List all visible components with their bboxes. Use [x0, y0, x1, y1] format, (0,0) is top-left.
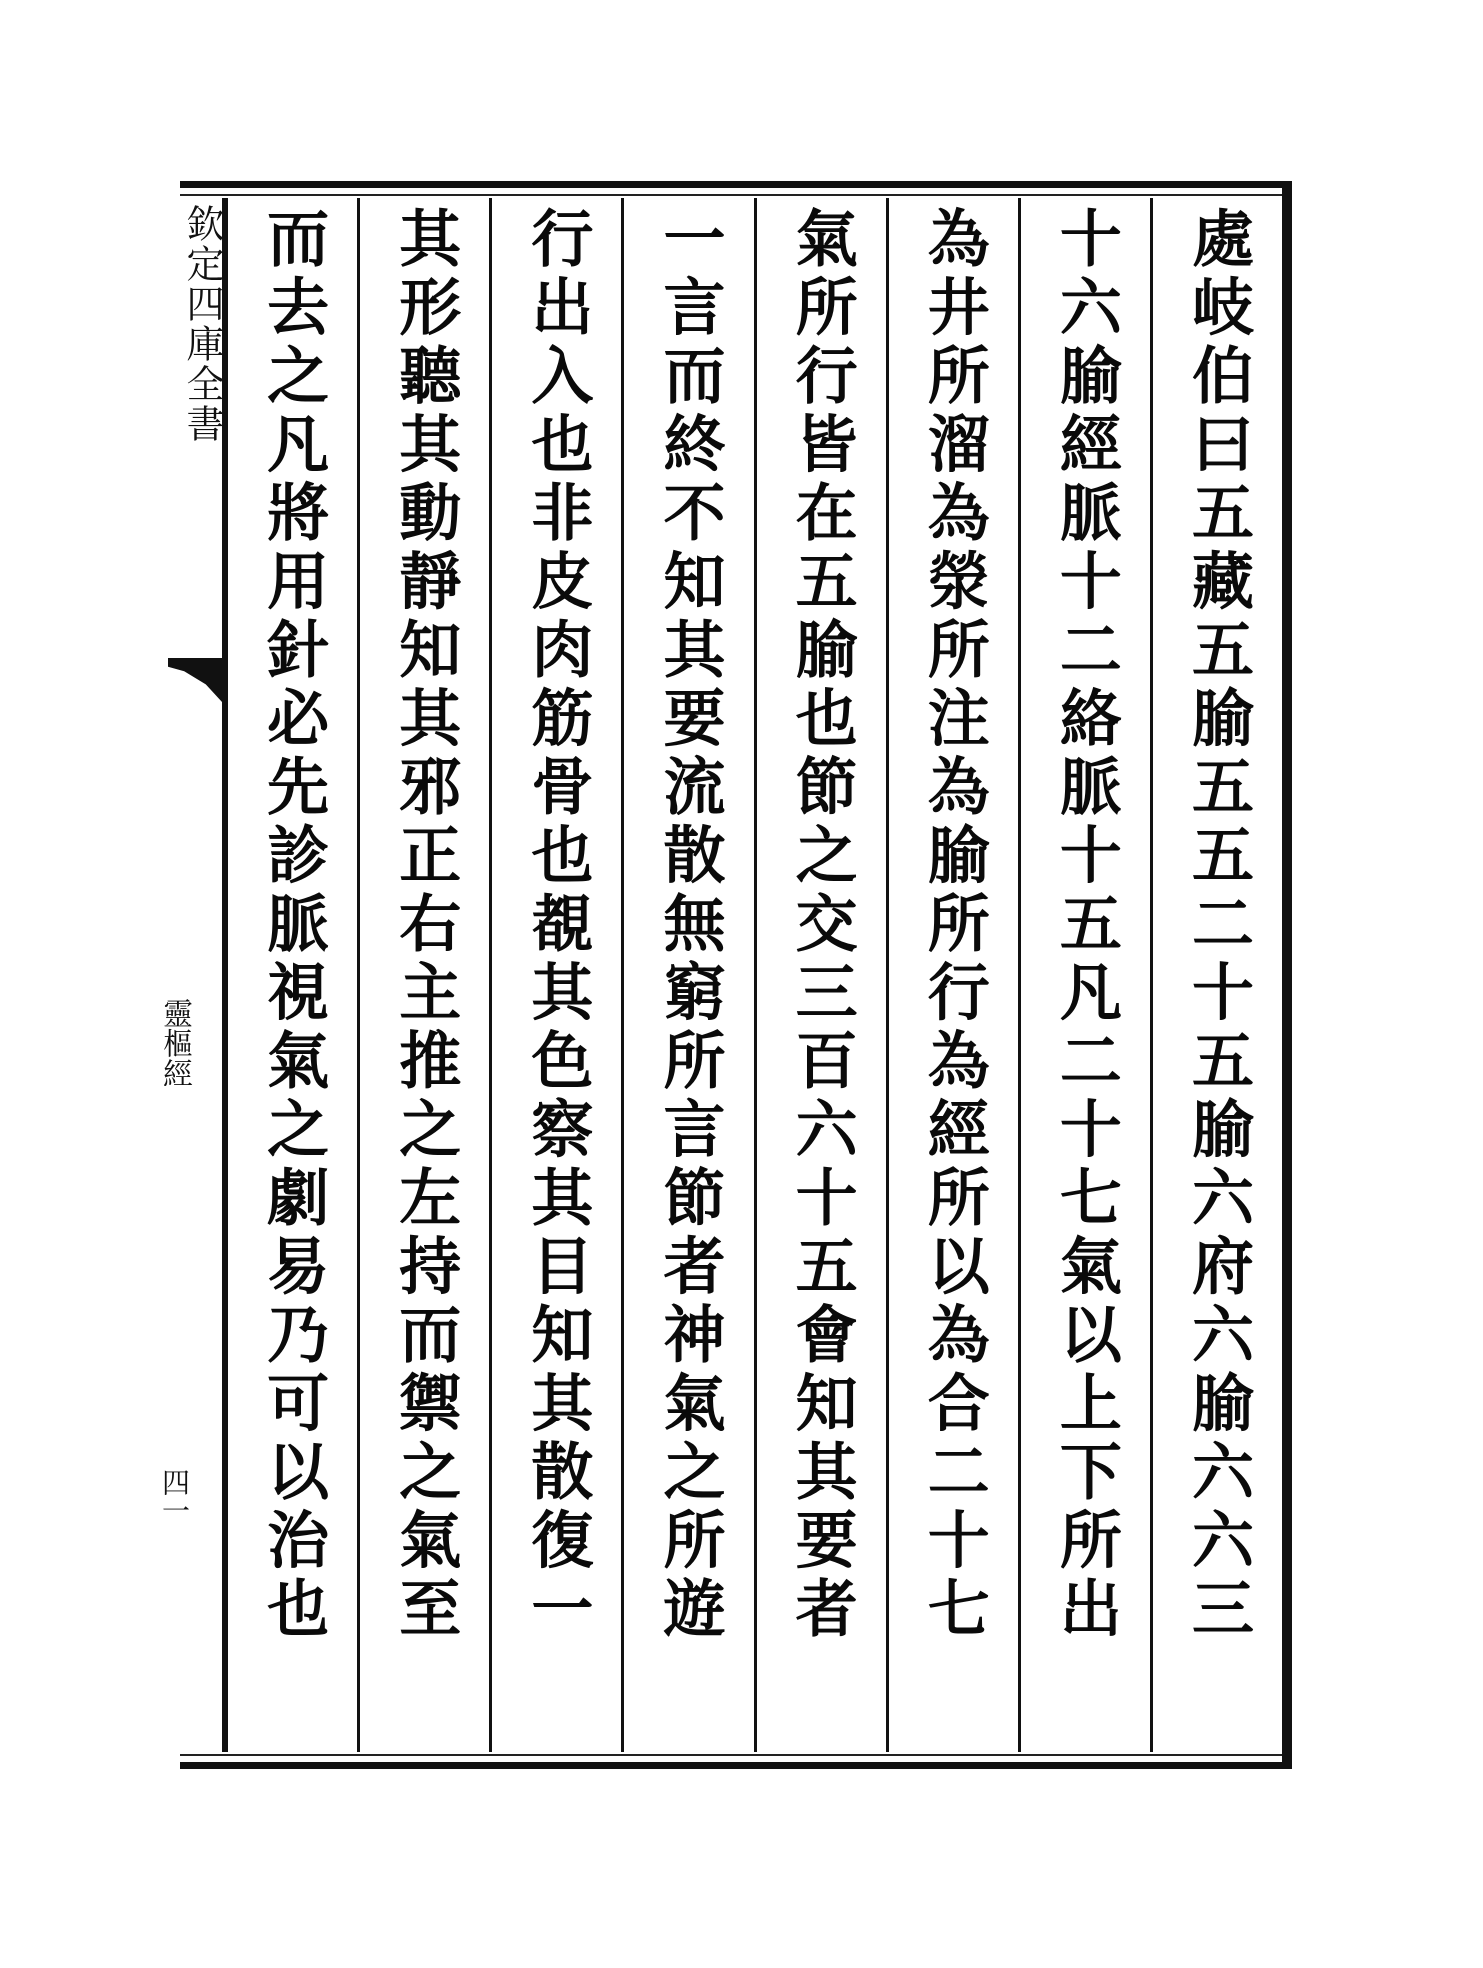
text-column — [357, 198, 489, 1752]
text-columns — [225, 198, 1282, 1752]
column-text: 而去之凡將用針必先診脈視氣之劇易乃可以治也 — [256, 206, 330, 1645]
column-text: 行出入也非皮肉筋骨也覩其色察其目知其散復一 — [520, 206, 594, 1645]
column-text: 其形聽其動靜知其邪正右主推之左持而禦之氣至 — [388, 206, 462, 1645]
text-column — [754, 198, 886, 1752]
column-text: 處岐伯曰五藏五腧五五二十五腧六府六腧六六三 — [1181, 206, 1255, 1645]
collection-title: 欽定四庫全書 — [180, 204, 224, 444]
page-frame — [157, 181, 1292, 1769]
text-column — [621, 198, 753, 1752]
text-column — [489, 198, 621, 1752]
column-text: 為井所溜為滎所注為腧所行為經所以為合二十七 — [917, 206, 991, 1645]
column-text: 一言而終不知其要流散無窮所言節者神氣之所遊 — [652, 206, 726, 1645]
book-title: 靈樞經 — [157, 998, 192, 1088]
inner-bottom-rule — [180, 1754, 1282, 1756]
text-column — [886, 198, 1018, 1752]
inner-top-rule — [180, 194, 1282, 196]
fish-tail-mark — [168, 658, 222, 702]
column-text: 十六腧經脈十二絡脈十五凡二十七氣以上下所出 — [1049, 206, 1123, 1645]
text-column — [1150, 198, 1282, 1752]
text-column — [225, 198, 357, 1752]
text-column — [1018, 198, 1150, 1752]
page-number: 四一 — [158, 1468, 191, 1524]
block-heart-margin — [157, 198, 225, 1752]
column-text: 氣所行皆在五腧也節之交三百六十五會知其要者 — [785, 206, 859, 1645]
